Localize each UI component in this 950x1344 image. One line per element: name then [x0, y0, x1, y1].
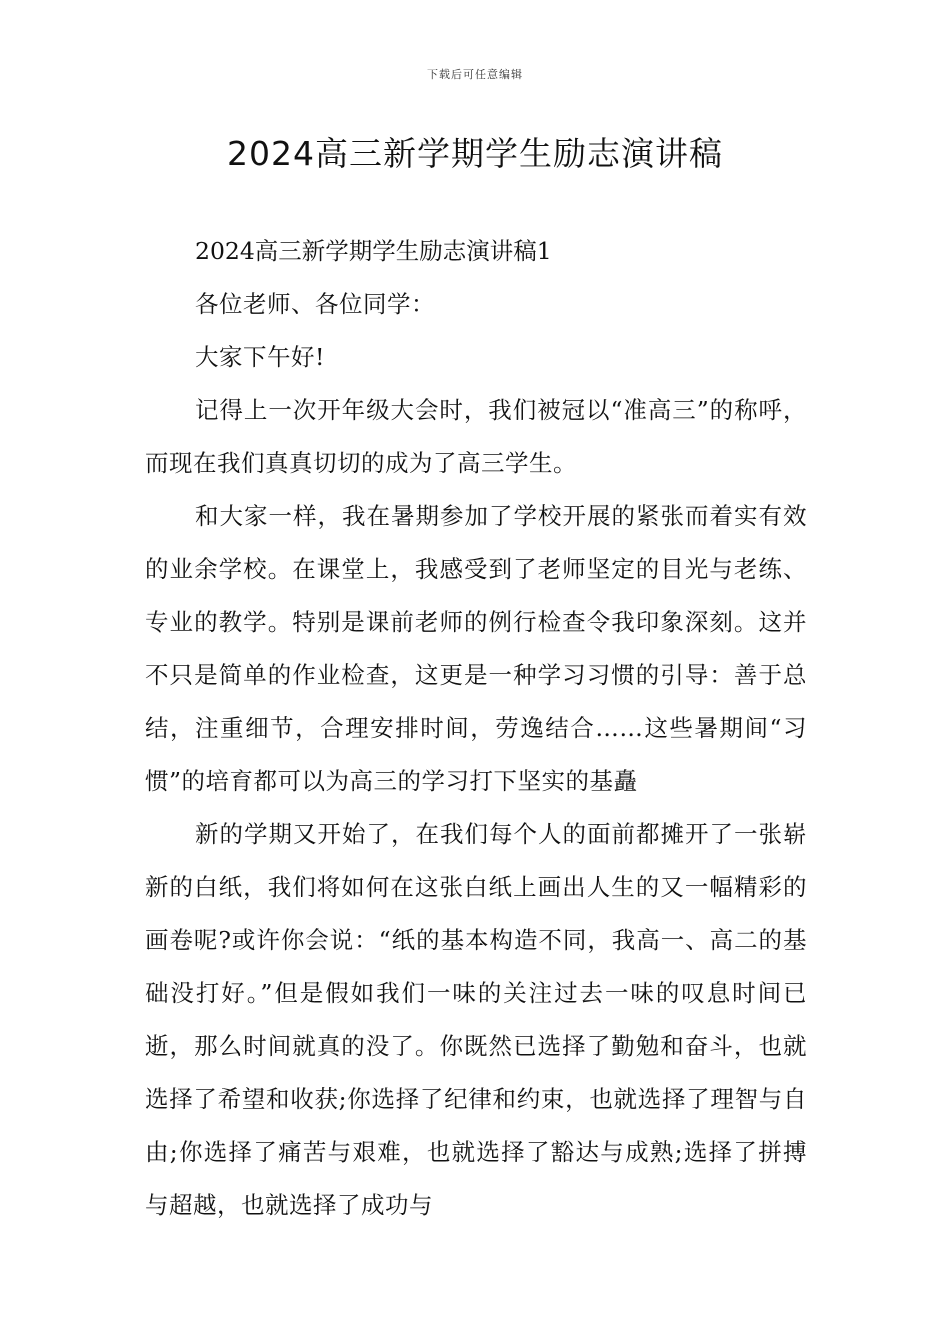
- header-note: 下载后可任意编辑: [427, 68, 523, 81]
- section-heading: 2024高三新学期学生励志演讲稿1: [195, 237, 552, 265]
- document-title: 2024高三新学期学生励志演讲稿: [227, 134, 723, 173]
- body-paragraph: 记得上一次开年级大会时，我们被冠以“准高三”的称呼，而现在我们真真切切的成为了高三学生。: [145, 396, 807, 477]
- body-paragraph: 和大家一样，我在暑期参加了学校开展的紧张而着实有效的业余学校。在课堂上，我感受到了老师坚定的目光与老练、专业的教学。特别是课前老师的例行检查令我印象深刻。这并不只是简单的作业检查，这更是一种学习习惯的引导：善于总结，注重细节，合理安排时间，劳逸结合……这些暑期间“习惯”的培育都可以为高三的学习打下坚实的基矗: [145, 502, 807, 795]
- greeting: 大家下午好!: [195, 343, 325, 371]
- document-body: [145, 225, 807, 1232]
- body-paragraph: 新的学期又开始了，在我们每个人的面前都摊开了一张崭新的白纸，我们将如何在这张白纸上画出人生的又一幅精彩的画卷呢?或许你会说：“纸的基本构造不同，我高一、高二的基础没打好。”但是假如我们一味的关注过去一味的叹息时间已逝，那么时间就真的没了。你既然已选择了勤勉和奋斗，也就选择了希望和收获;你选择了纪律和约束，也就选择了理智与自由;你选择了痛苦与艰难，也就选择了豁达与成熟;选择了拼搏与超越，也就选择了成功与: [145, 820, 807, 1219]
- salutation: 各位老师、各位同学：: [195, 290, 435, 318]
